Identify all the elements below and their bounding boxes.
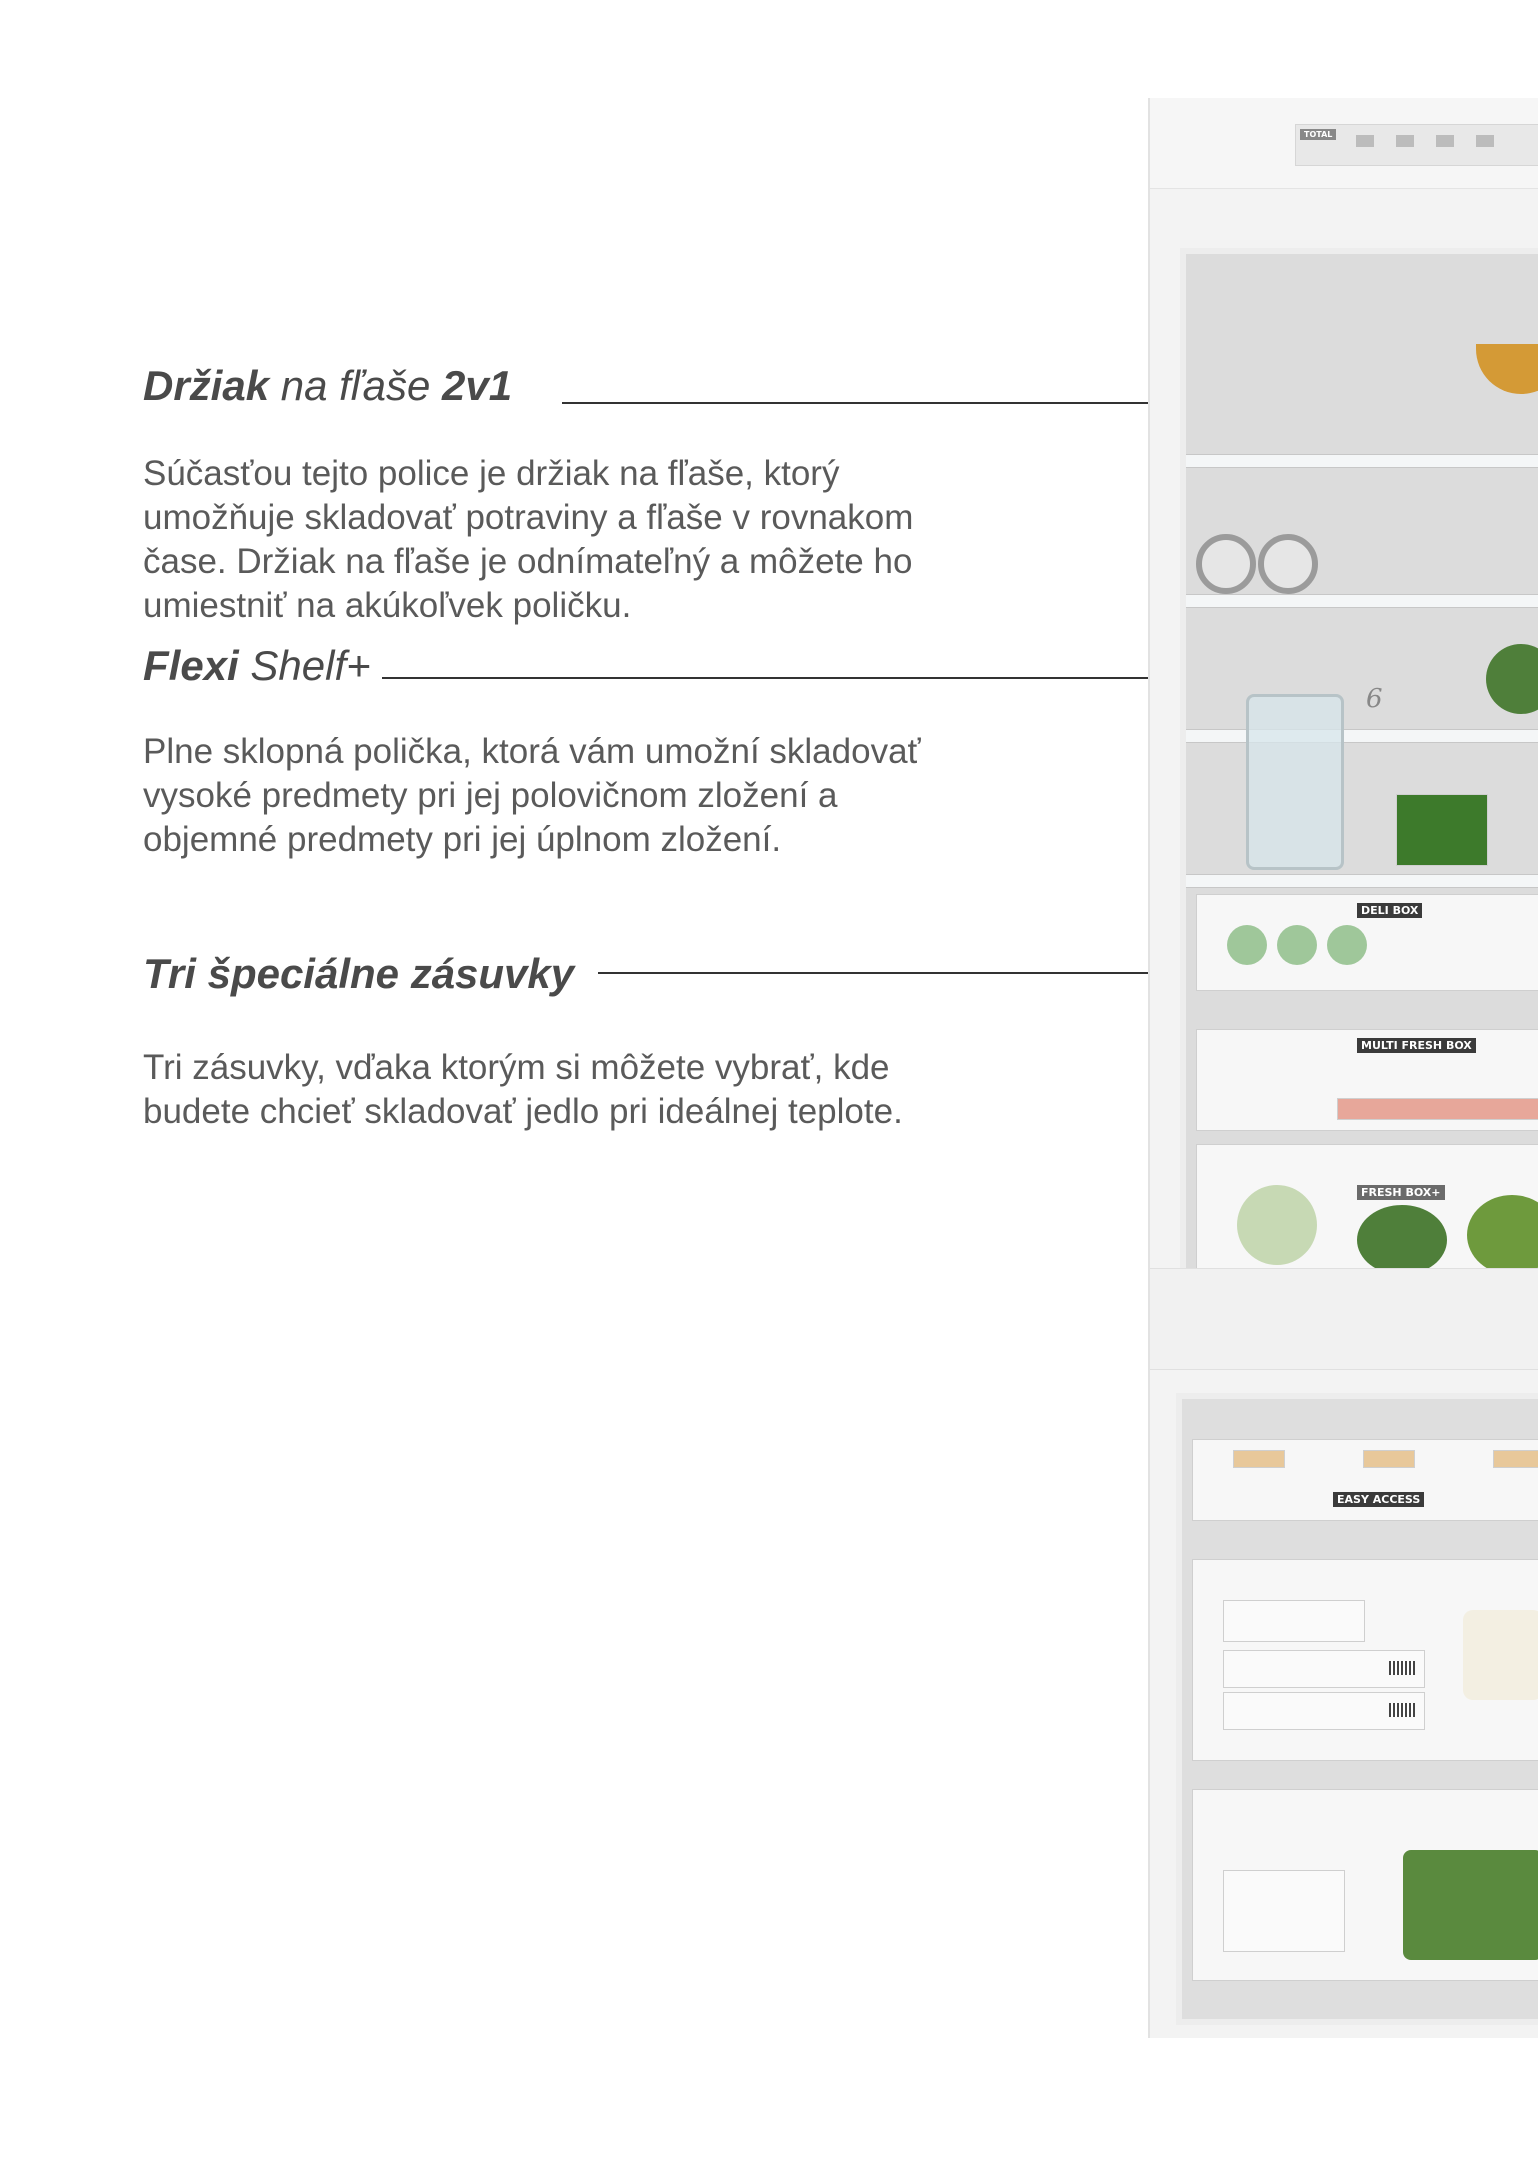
feature-description: Súčasťou tejto police je držiak na fľaše, ktorý umožňuje skladovať potraviny a fľaše v rovnakom čase. Držiak na fľaše je odnímateľný a môžete ho umiestniť na akúkoľvek poličku. (143, 454, 914, 625)
drawer-label: FRESH BOX+ (1357, 1185, 1445, 1200)
food-package (1223, 1650, 1425, 1688)
shelf-badge: 6 (1366, 684, 1383, 714)
food-package (1223, 1692, 1425, 1730)
deli-box-drawer[interactable] (1196, 894, 1538, 991)
shelf (1186, 454, 1538, 468)
cabbage (1237, 1185, 1317, 1265)
multi-fresh-box-drawer[interactable] (1196, 1029, 1538, 1131)
title-bold: Držiak (143, 362, 270, 409)
title-bold: Flexi (143, 642, 239, 689)
bottle (1196, 534, 1256, 594)
freezer-drawer[interactable] (1192, 1559, 1538, 1761)
tart (1493, 1450, 1538, 1468)
callout-line (562, 402, 1208, 404)
barcode (1389, 1661, 1415, 1675)
title-bold: Tri špeciálne zásuvky (143, 950, 575, 997)
freezer-drawer[interactable] (1192, 1789, 1538, 1981)
feature-description: Tri zásuvky, vďaka ktorým si môžete vybrať, kde budete chcieť skladovať jedlo pri ideálnej teplote. (143, 1048, 903, 1131)
drawer-label: MULTI FRESH BOX (1357, 1038, 1476, 1053)
tart (1233, 1450, 1285, 1468)
green-beans (1403, 1850, 1538, 1960)
drawer-label: EASY ACCESS (1333, 1492, 1424, 1507)
control-label: TOTAL (1300, 129, 1336, 140)
shelf (1186, 874, 1538, 888)
fridge-image (1148, 98, 1538, 2038)
callout-line (382, 677, 1208, 679)
feature-title-bottle-holder (143, 362, 512, 410)
barcode (1389, 1703, 1415, 1717)
title-regular: na fľaše (269, 362, 442, 409)
food-container (1396, 794, 1488, 866)
food-container (1223, 1870, 1345, 1952)
vegetables (1467, 1195, 1538, 1275)
dessert (1327, 925, 1367, 965)
feature-title-flexi-shelf (143, 642, 371, 690)
vegetables (1357, 1205, 1447, 1275)
drawer-label: DELI BOX (1357, 903, 1422, 918)
freezer-compartment (1176, 1393, 1538, 2025)
food-package (1223, 1600, 1365, 1642)
feature-description: Plne sklopná polička, ktorá vám umožní skladovať vysoké predmety pri jej polovičnom zložení a objemné predmety pri jej úplnom zložení. (143, 732, 921, 859)
fruit-bowl (1476, 344, 1538, 394)
bottle (1258, 534, 1318, 594)
tart (1363, 1450, 1415, 1468)
dessert (1227, 925, 1267, 965)
dessert (1277, 925, 1317, 965)
fridge-top-panel (1150, 98, 1538, 189)
title-regular: Shelf+ (238, 642, 371, 689)
compartment-divider (1150, 1268, 1538, 1370)
easy-access-shelf[interactable] (1192, 1439, 1538, 1521)
control-panel (1295, 124, 1538, 166)
water-jug (1246, 694, 1344, 870)
shelf (1186, 594, 1538, 608)
fridge-compartment (1180, 248, 1538, 1300)
lettuce (1486, 644, 1538, 714)
shelf (1186, 729, 1538, 743)
ice-cream-tub (1463, 1610, 1538, 1700)
fresh-box-drawer[interactable] (1196, 1144, 1538, 1286)
title-bold: 2v1 (441, 362, 513, 409)
meat-tray (1337, 1098, 1538, 1120)
feature-title-special-drawers (143, 950, 574, 998)
